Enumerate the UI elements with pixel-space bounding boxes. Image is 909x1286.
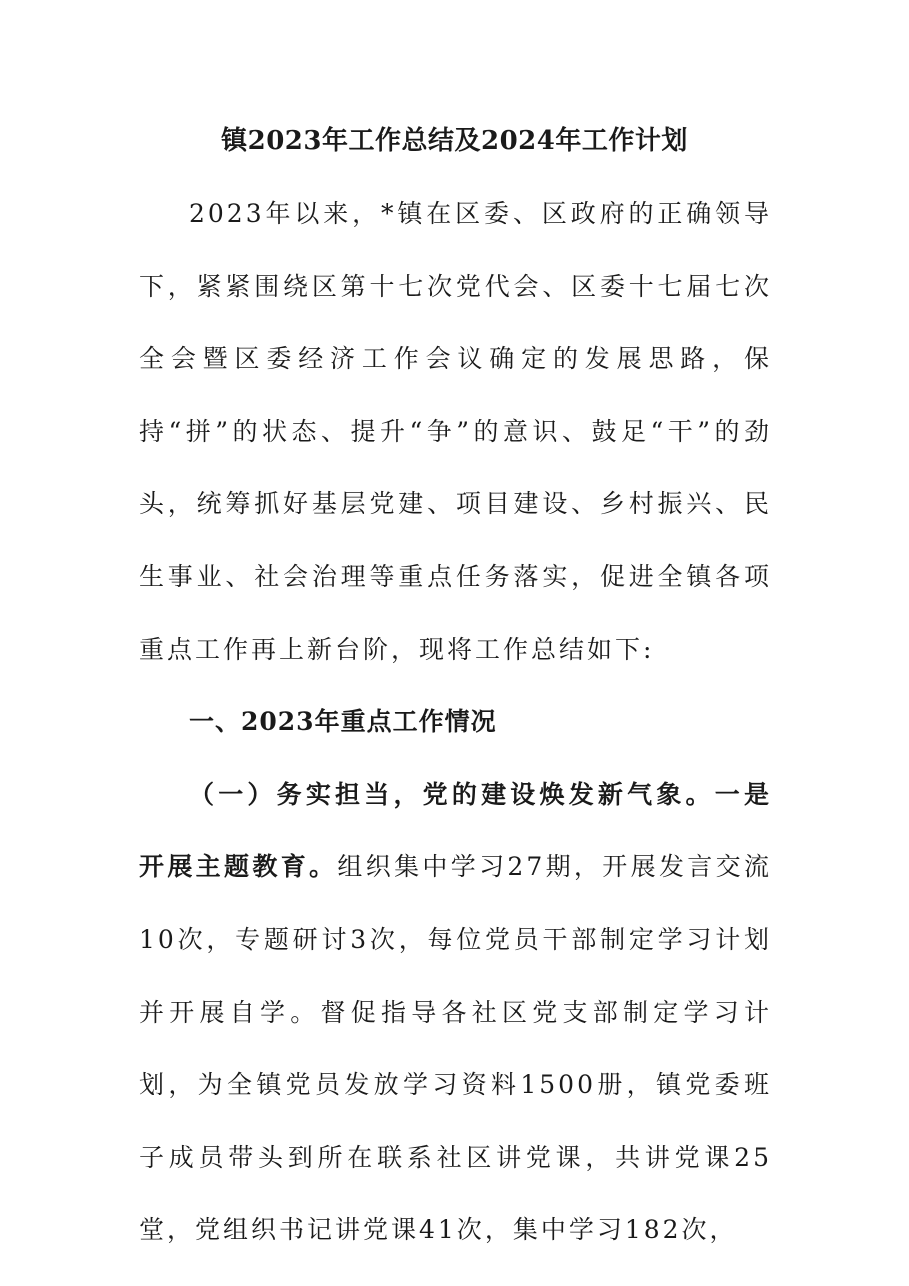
subsection-text: 组织集中学习27期，开展发言交流10次，专题研讨3次，每位党员干部制定学习计划并开展自学。督促指导各社区党支部制定学习计划，为全镇党员发放学习资料1500册，镇党委班子成员带头到所在联系社区讲党课，共讲党课25堂，党组织书记讲党课41次，集中学习182次， (139, 852, 772, 1245)
document-title: 镇2023年工作总结及2024年工作计划 (221, 126, 688, 156)
subsection-paragraph (139, 759, 772, 1267)
subsection-point: 一是开展主题教育。 (139, 779, 772, 882)
section-heading: 一、2023年重点工作情况 (189, 707, 497, 737)
subsection-lead: （一）务实担当，党的建设焕发新气象。 (189, 779, 715, 809)
intro-paragraph: 2023年以来，*镇在区委、区政府的正确领导下，紧紧围绕区第十七次党代会、区委十七届七次全会暨区委经济工作会议确定的发展思路，保持“拼”的状态、提升“争”的意识、鼓足“干”的劲头，统筹抓好基层党建、项目建设、乡村振兴、民生事业、社会治理等重点任务落实，促进全镇各项重点工作再上新台阶，现将工作总结如下: (139, 199, 772, 664)
document-body (139, 178, 772, 1267)
